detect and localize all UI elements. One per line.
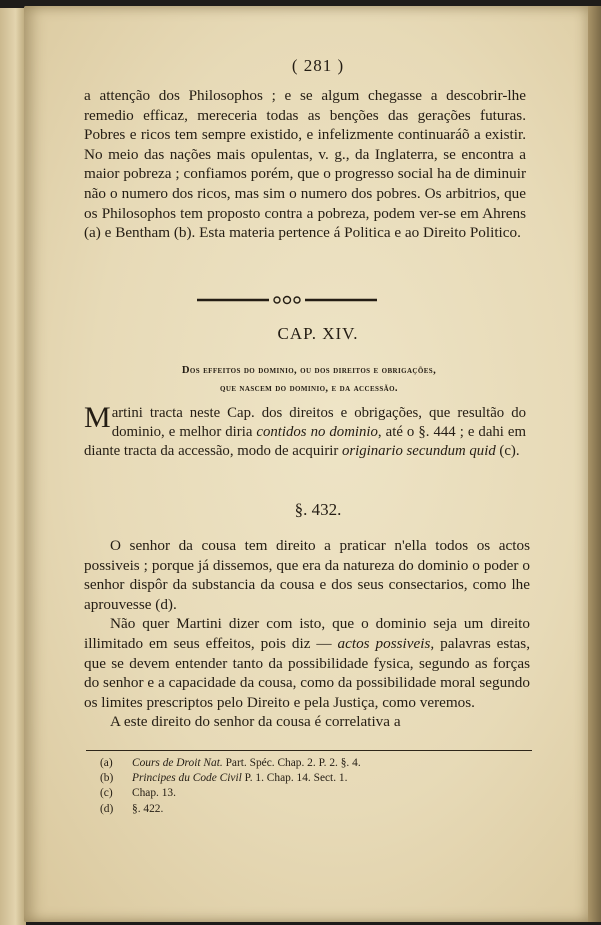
drop-cap: M xyxy=(84,401,111,434)
footnote xyxy=(100,786,540,801)
footnote-mark: (d) xyxy=(100,802,114,815)
previous-page-edge xyxy=(0,8,26,925)
footnote xyxy=(100,756,540,771)
section-body xyxy=(84,536,530,732)
footnote-mark: (b) xyxy=(100,772,114,785)
section-number: §. 432. xyxy=(294,500,342,519)
chapter-intro xyxy=(84,401,526,461)
chapter-subtitle-line-1: Dos effeitos do dominio, ou dos direitos e obrigações, xyxy=(181,365,437,376)
book-page xyxy=(24,6,590,922)
intro-text-3: (c). xyxy=(495,443,520,459)
footnote-text: Chap. 13. xyxy=(132,787,176,800)
body-paragraph-3: A este direito do senhor da cousa é correlativa a xyxy=(110,713,401,731)
body-paragraph-2 xyxy=(84,614,530,712)
intro-text-2: , até o §. 444 ; e dahi em diante tracta da accessão, modo de acquirir xyxy=(84,424,526,459)
footnote-title: Cours de Droit Nat. xyxy=(132,757,223,769)
body-p2-italic: actos possiveis xyxy=(337,634,431,652)
ornament-divider xyxy=(197,294,377,306)
footnote-mark: (a) xyxy=(100,757,113,769)
footnote-text: Part. Spéc. Chap. 2. P. 2. §. 4. xyxy=(222,757,361,769)
chapter-subtitle xyxy=(84,362,534,398)
body-paragraph-1: O senhor da cousa tem direito a praticar n'ella todos os actos possiveis ; porque já dissemos, que era da natureza do dominio o poder o senhor dispôr da substancia da cousa e dos seus consectarios, como lhe aprouvesse (d). xyxy=(84,537,530,613)
footnote-mark: (c) xyxy=(100,787,113,800)
opening-paragraph: a attenção dos Philosophos ; e se algum chegasse a descobrir-lhe remedio efficaz, mereceria todas as benções das gerações futuras. Pobres e ricos tem sempre existido, e infelizmente continuaráõ a existir. No meio das nações mais opulentas, v. g., da Inglaterra, se encontra a maior pobreza ; confiamos porém, que o progresso social ha de diminuir não o numero dos ricos, mas sim o numero dos pobres. Os arbitrios, que os Philosophos tem proposto contra a pobreza, podem ver-se em Ahrens (a) e Bentham (b). Esta materia pertence á Politica e ao Direito Politico. xyxy=(84,87,526,242)
intro-text-1: artini tracta neste Cap. dos direitos e obrigações, que resultão do dominio, e melhor diria xyxy=(111,405,526,440)
page-number: ( 281 ) xyxy=(291,56,345,75)
chapter-subtitle-line-2: que nascem do dominio, e da accessão. xyxy=(220,383,398,394)
footnote-rule xyxy=(86,750,532,751)
intro-italic-1: contidos no dominio xyxy=(256,424,378,440)
footnote xyxy=(100,771,540,786)
footnote xyxy=(100,802,540,817)
footnotes xyxy=(100,756,540,817)
page-edge-right xyxy=(588,6,601,922)
body-p2-text-b: , palavras estas, que se devem entender tanto da possibilidade fysica, segundo as forças do senhor e a capacidade da cousa, como da possibilidade moral segundo os limites prescriptos pelo Direito e pela Justiça, como veremos. xyxy=(84,634,531,711)
body-p2-text-a: Não quer Martini dizer com isto, que o dominio seja um direito illimitado em seus effeitos, pois diz — xyxy=(84,615,530,652)
intro-italic-2: originario secundum quid xyxy=(342,443,496,459)
footnote-text: P. 1. Chap. 14. Sect. 1. xyxy=(241,772,348,785)
footnote-title: Principes du Code Civil xyxy=(132,772,242,785)
footnote-text: §. 422. xyxy=(132,802,164,815)
chapter-title: CAP. XIV. xyxy=(277,324,359,343)
